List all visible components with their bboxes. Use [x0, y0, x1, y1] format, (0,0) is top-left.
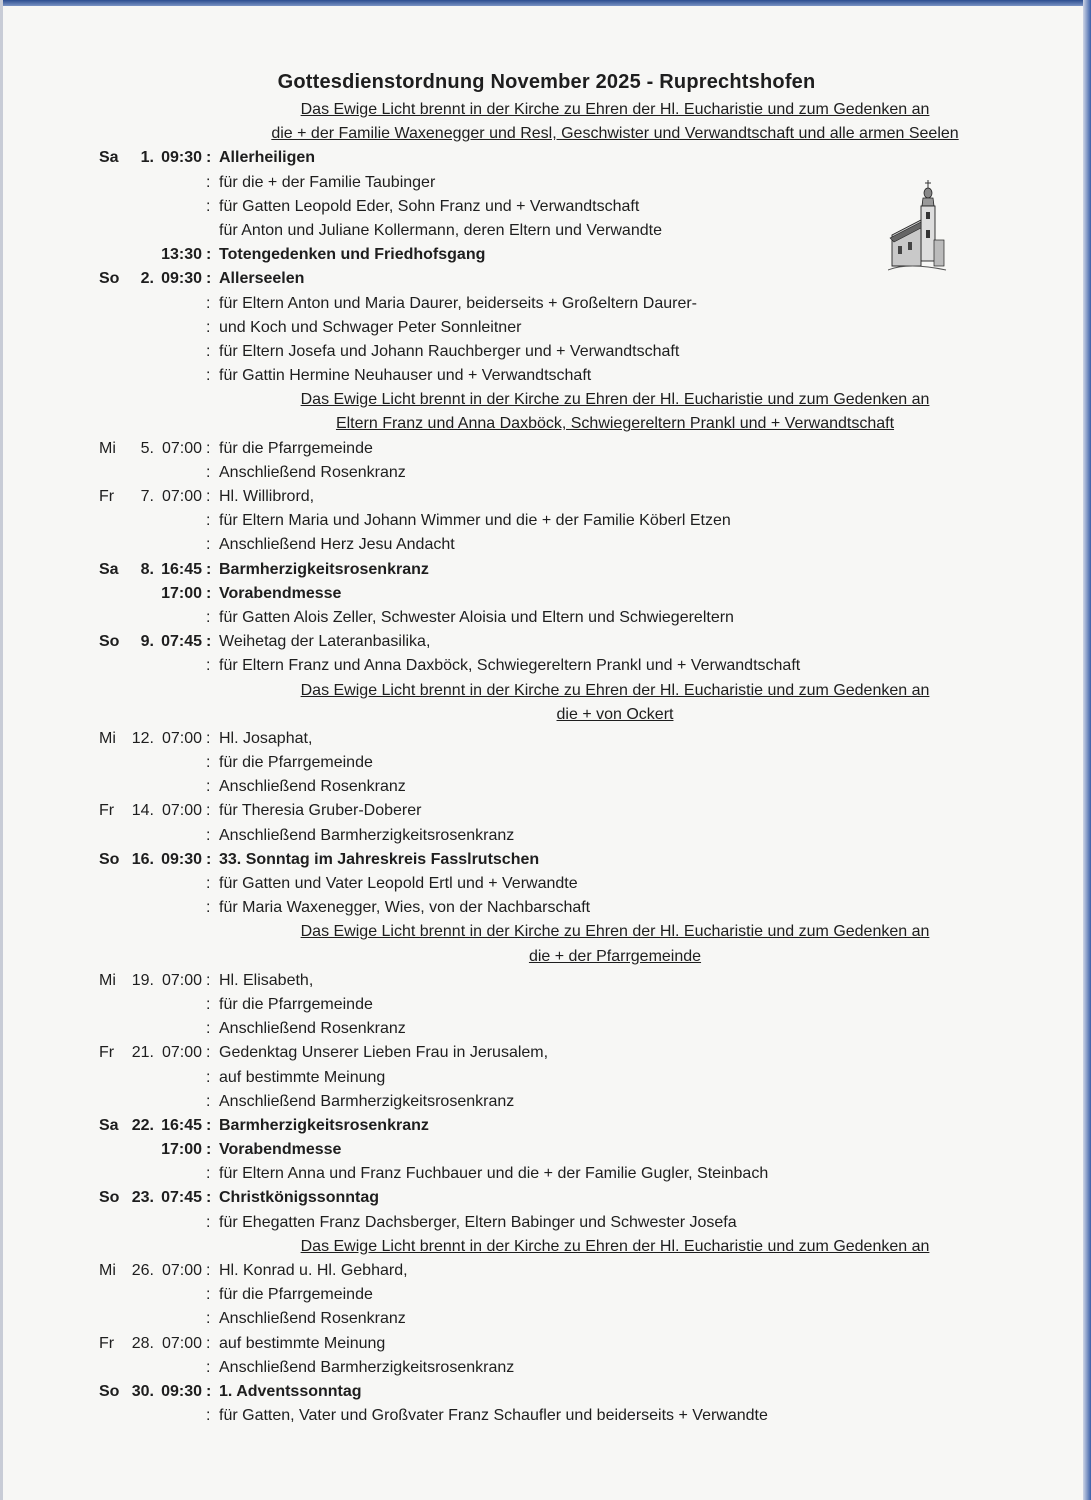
- row-colon: :: [206, 1068, 211, 1086]
- row-day: So: [99, 850, 120, 868]
- row-date: 2.: [140, 270, 154, 288]
- schedule-row: [0, 1066, 1091, 1090]
- schedule-row: [0, 437, 1091, 461]
- row-colon: :: [206, 536, 211, 554]
- schedule-list: [0, 98, 1091, 1428]
- schedule-row: [0, 171, 1091, 195]
- row-text: Totengedenken und Friedhofsgang: [219, 246, 486, 264]
- row-date: 5.: [140, 439, 154, 457]
- schedule-row: [0, 1211, 1091, 1235]
- row-colon: :: [206, 1407, 211, 1425]
- row-time: 09:30: [161, 1382, 202, 1400]
- schedule-row: [0, 1259, 1091, 1283]
- row-colon: :: [206, 197, 211, 215]
- row-text: Hl. Willibrord,: [219, 488, 315, 505]
- row-text: die + der Pfarrgemeinde: [528, 947, 702, 965]
- row-text: 33. Sonntag im Jahreskreis Fasslrutschen: [219, 850, 540, 868]
- row-text: für Ehegatten Franz Dachsberger, Eltern Babinger und Schwester Josefa: [219, 1213, 737, 1231]
- schedule-row: [0, 1162, 1091, 1186]
- row-text: Barmherzigkeitsrosenkranz: [219, 560, 429, 578]
- row-text: für Gattin Hermine Neuhauser und + Verwandtschaft: [219, 367, 592, 385]
- row-text: die + von Ockert: [556, 705, 674, 723]
- row-colon: :: [206, 608, 211, 626]
- schedule-row: [0, 799, 1091, 823]
- row-time: 16:45: [161, 560, 202, 578]
- row-text: für Eltern Anna und Franz Fuchbauer und die + der Familie Gugler, Steinbach: [219, 1165, 769, 1183]
- row-colon: :: [206, 342, 211, 360]
- row-text: Das Ewige Licht brennt in der Kirche zu Ehren der Hl. Eucharistie und zum Gedenken an: [300, 101, 930, 118]
- row-colon: :: [206, 1141, 212, 1159]
- row-colon: :: [206, 826, 211, 844]
- row-colon: :: [206, 367, 211, 385]
- row-text: für Eltern Anton und Maria Daurer, beiderseits + Großeltern Daurer-: [219, 294, 697, 312]
- row-text: Barmherzigkeitsrosenkranz: [219, 1116, 429, 1134]
- schedule-row: [0, 485, 1091, 509]
- row-colon: :: [206, 875, 211, 892]
- row-day: Mi: [99, 1262, 116, 1279]
- row-text: für die + der Familie Taubinger: [219, 173, 436, 191]
- row-time: 07:00: [161, 802, 202, 820]
- row-time: 07:00: [161, 1334, 202, 1352]
- row-colon: :: [206, 1189, 212, 1207]
- row-text: Eltern Franz und Anna Daxböck, Schwiegereltern Prankl und + Verwandtschaft: [335, 415, 895, 433]
- row-text: Hl. Konrad u. Hl. Gebhard,: [219, 1262, 408, 1279]
- row-colon: :: [206, 1116, 212, 1134]
- row-time: 17:00: [161, 1141, 202, 1159]
- memorial-note: [0, 920, 1091, 944]
- schedule-row: [0, 1017, 1091, 1041]
- row-date: 14.: [131, 802, 154, 820]
- row-text: für Maria Waxenegger, Wies, von der Nachbarschaft: [219, 899, 591, 917]
- row-text: Anschließend Barmherzigkeitsrosenkranz: [219, 1358, 515, 1376]
- row-time: 13:30: [161, 246, 202, 264]
- row-day: Mi: [99, 971, 116, 989]
- row-time: 09:30: [161, 850, 202, 868]
- row-colon: :: [206, 173, 211, 191]
- row-colon: :: [206, 1334, 211, 1352]
- row-text: für Eltern Franz und Anna Daxböck, Schwiegereltern Prankl und + Verwandtschaft: [219, 657, 801, 675]
- row-colon: :: [206, 270, 212, 288]
- row-colon: :: [206, 1044, 211, 1062]
- row-text: Anschließend Barmherzigkeitsrosenkranz: [219, 1092, 515, 1110]
- row-text: für die Pfarrgemeinde: [219, 754, 373, 772]
- memorial-note: [0, 1235, 1091, 1259]
- row-text: für Anton und Juliane Kollermann, deren Eltern und Verwandte: [219, 221, 662, 239]
- row-colon: :: [206, 1165, 211, 1183]
- row-text: Vorabendmesse: [219, 584, 342, 602]
- row-colon: :: [206, 560, 212, 578]
- row-day: Fr: [99, 1334, 115, 1352]
- row-text: Hl. Elisabeth,: [219, 971, 314, 989]
- schedule-row: [0, 1138, 1091, 1162]
- row-colon: :: [206, 1262, 211, 1279]
- row-text: die + der Familie Waxenegger und Resl, Geschwister und Verwandtschaft und alle armen Seelen: [271, 125, 959, 143]
- row-day: Sa: [99, 1116, 119, 1134]
- schedule-row: [0, 1283, 1091, 1307]
- row-date: 7.: [140, 488, 154, 505]
- row-colon: :: [206, 439, 211, 457]
- row-time: 16:45: [161, 1116, 202, 1134]
- schedule-row: [0, 606, 1091, 630]
- schedule-row: [0, 1356, 1091, 1380]
- row-date: 22.: [131, 1116, 154, 1134]
- row-date: 9.: [140, 633, 154, 651]
- row-colon: :: [206, 246, 212, 264]
- row-date: 28.: [131, 1334, 154, 1352]
- row-text: Das Ewige Licht brennt in der Kirche zu Ehren der Hl. Eucharistie und zum Gedenken an: [300, 923, 930, 941]
- schedule-row: [0, 1332, 1091, 1356]
- row-time: 07:00: [161, 439, 202, 457]
- row-colon: :: [206, 149, 212, 167]
- memorial-note: [0, 679, 1091, 703]
- memorial-note: [0, 412, 1091, 436]
- row-colon: :: [206, 850, 212, 868]
- row-time: 07:45: [161, 633, 202, 651]
- row-date: 1.: [140, 149, 154, 167]
- schedule-row: [0, 1307, 1091, 1331]
- row-day: So: [99, 1382, 120, 1400]
- row-day: So: [99, 270, 120, 288]
- page-title: Gottesdienstordnung November 2025 - Ruprechtshofen: [277, 71, 816, 93]
- schedule-row: [0, 896, 1091, 920]
- schedule-row: [0, 969, 1091, 993]
- row-colon: :: [206, 318, 211, 336]
- row-colon: :: [206, 584, 212, 602]
- scan-edge-top: [0, 0, 1091, 6]
- schedule-row: [0, 848, 1091, 872]
- row-date: 21.: [131, 1044, 154, 1062]
- row-colon: :: [206, 899, 211, 917]
- row-text: Christkönigssonntag: [219, 1189, 380, 1207]
- row-text: Gedenktag Unserer Lieben Frau in Jerusalem,: [219, 1044, 549, 1062]
- row-text: für Eltern Maria und Johann Wimmer und die + der Familie Köberl Etzen: [219, 512, 731, 530]
- row-text: Allerseelen: [219, 270, 305, 288]
- schedule-row: [0, 219, 1091, 243]
- row-text: Anschließend Rosenkranz: [219, 463, 406, 481]
- schedule-row: [0, 1090, 1091, 1114]
- row-text: Hl. Josaphat,: [219, 729, 313, 747]
- row-text: für die Pfarrgemeinde: [219, 1286, 373, 1304]
- schedule-row: [0, 582, 1091, 606]
- row-day: Fr: [99, 488, 115, 505]
- row-text: Anschließend Herz Jesu Andacht: [219, 536, 455, 554]
- schedule-row: [0, 1186, 1091, 1210]
- row-colon: :: [206, 1213, 211, 1231]
- schedule-row: [0, 558, 1091, 582]
- row-text: für Gatten, Vater und Großvater Franz Schaufler und beiderseits + Verwandte: [219, 1407, 768, 1425]
- row-text: Das Ewige Licht brennt in der Kirche zu Ehren der Hl. Eucharistie und zum Gedenken an: [300, 681, 930, 699]
- row-day: Mi: [99, 729, 116, 747]
- row-text: Anschließend Rosenkranz: [219, 1020, 406, 1038]
- schedule-row: [0, 146, 1091, 170]
- row-text: und Koch und Schwager Peter Sonnleitner: [219, 318, 522, 336]
- row-colon: :: [206, 778, 211, 796]
- row-text: Anschließend Barmherzigkeitsrosenkranz: [219, 826, 515, 844]
- row-time: 09:30: [161, 270, 202, 288]
- row-colon: :: [206, 1310, 211, 1328]
- row-text: Allerheiligen: [219, 149, 316, 167]
- schedule-row: [0, 461, 1091, 485]
- row-day: So: [99, 1189, 120, 1207]
- memorial-note: [0, 122, 1091, 146]
- row-colon: :: [206, 488, 211, 505]
- row-colon: :: [206, 512, 211, 530]
- row-day: Sa: [99, 560, 119, 578]
- schedule-row: [0, 292, 1091, 316]
- row-date: 8.: [140, 560, 154, 578]
- row-text: für Gatten und Vater Leopold Ertl und + Verwandte: [219, 875, 578, 892]
- row-text: auf bestimmte Meinung: [219, 1068, 386, 1086]
- schedule-row: [0, 533, 1091, 557]
- row-text: 1. Adventssonntag: [219, 1382, 362, 1400]
- row-colon: :: [206, 1286, 211, 1304]
- schedule-row: [0, 751, 1091, 775]
- row-time: 07:00: [161, 971, 202, 989]
- row-text: für Eltern Josefa und Johann Rauchberger und + Verwandtschaft: [219, 342, 680, 360]
- row-day: Fr: [99, 802, 115, 820]
- schedule-row: [0, 1404, 1091, 1428]
- row-text: Das Ewige Licht brennt in der Kirche zu Ehren der Hl. Eucharistie und zum Gedenken an: [300, 391, 930, 409]
- schedule-row: [0, 195, 1091, 219]
- row-text: auf bestimmte Meinung: [219, 1334, 386, 1352]
- row-time: 07:00: [161, 1262, 202, 1279]
- row-time: 17:00: [161, 584, 202, 602]
- row-colon: :: [206, 633, 212, 651]
- row-colon: :: [206, 754, 211, 772]
- memorial-note: [0, 98, 1091, 122]
- row-time: 07:45: [161, 1189, 202, 1207]
- row-colon: :: [206, 802, 211, 820]
- row-colon: :: [206, 463, 211, 481]
- schedule-row: [0, 340, 1091, 364]
- row-text: für Gatten Alois Zeller, Schwester Aloisia und Eltern und Schwiegereltern: [219, 608, 734, 626]
- memorial-note: [0, 388, 1091, 412]
- schedule-row: [0, 509, 1091, 533]
- row-day: Mi: [99, 439, 116, 457]
- memorial-note: [0, 703, 1091, 727]
- row-date: 30.: [131, 1382, 154, 1400]
- row-date: 26.: [131, 1262, 154, 1279]
- schedule-row: [0, 1041, 1091, 1065]
- row-time: 07:00: [161, 1044, 202, 1062]
- schedule-row: [0, 824, 1091, 848]
- schedule-row: [0, 243, 1091, 267]
- schedule-row: [0, 1114, 1091, 1138]
- schedule-row: [0, 630, 1091, 654]
- memorial-note: [0, 945, 1091, 969]
- row-colon: :: [206, 657, 211, 675]
- row-colon: :: [206, 729, 211, 747]
- row-text: Das Ewige Licht brennt in der Kirche zu Ehren der Hl. Eucharistie und zum Gedenken an: [300, 1237, 930, 1255]
- schedule-row: [0, 993, 1091, 1017]
- row-time: 07:00: [161, 729, 202, 747]
- row-colon: :: [206, 1382, 212, 1400]
- row-date: 23.: [131, 1189, 154, 1207]
- schedule-row: [0, 267, 1091, 291]
- row-colon: :: [206, 1358, 211, 1376]
- row-text: Anschließend Rosenkranz: [219, 778, 406, 796]
- schedule-row: [0, 775, 1091, 799]
- row-text: für die Pfarrgemeinde: [219, 995, 373, 1013]
- schedule-row: [0, 1380, 1091, 1404]
- schedule-row: [0, 727, 1091, 751]
- row-time: 09:30: [161, 149, 202, 167]
- schedule-row: [0, 316, 1091, 340]
- row-text: Vorabendmesse: [219, 1141, 342, 1159]
- row-text: für Gatten Leopold Eder, Sohn Franz und + Verwandtschaft: [219, 197, 640, 215]
- row-colon: :: [206, 1092, 211, 1110]
- row-date: 16.: [131, 850, 154, 868]
- row-colon: :: [206, 995, 211, 1013]
- row-colon: :: [206, 294, 211, 312]
- schedule-row: [0, 654, 1091, 678]
- schedule-row: [0, 872, 1091, 896]
- row-colon: :: [206, 1020, 211, 1038]
- schedule-row: [0, 364, 1091, 388]
- row-text: für Theresia Gruber-Doberer: [219, 802, 422, 820]
- row-day: So: [99, 633, 120, 651]
- row-text: Weihetag der Lateranbasilika,: [219, 633, 431, 651]
- row-day: Sa: [99, 149, 119, 167]
- row-date: 19.: [131, 971, 154, 989]
- row-text: für die Pfarrgemeinde: [219, 439, 373, 457]
- row-day: Fr: [99, 1044, 115, 1062]
- row-time: 07:00: [161, 488, 202, 505]
- row-colon: :: [206, 971, 211, 989]
- row-date: 12.: [131, 729, 154, 747]
- row-text: Anschließend Rosenkranz: [219, 1310, 406, 1328]
